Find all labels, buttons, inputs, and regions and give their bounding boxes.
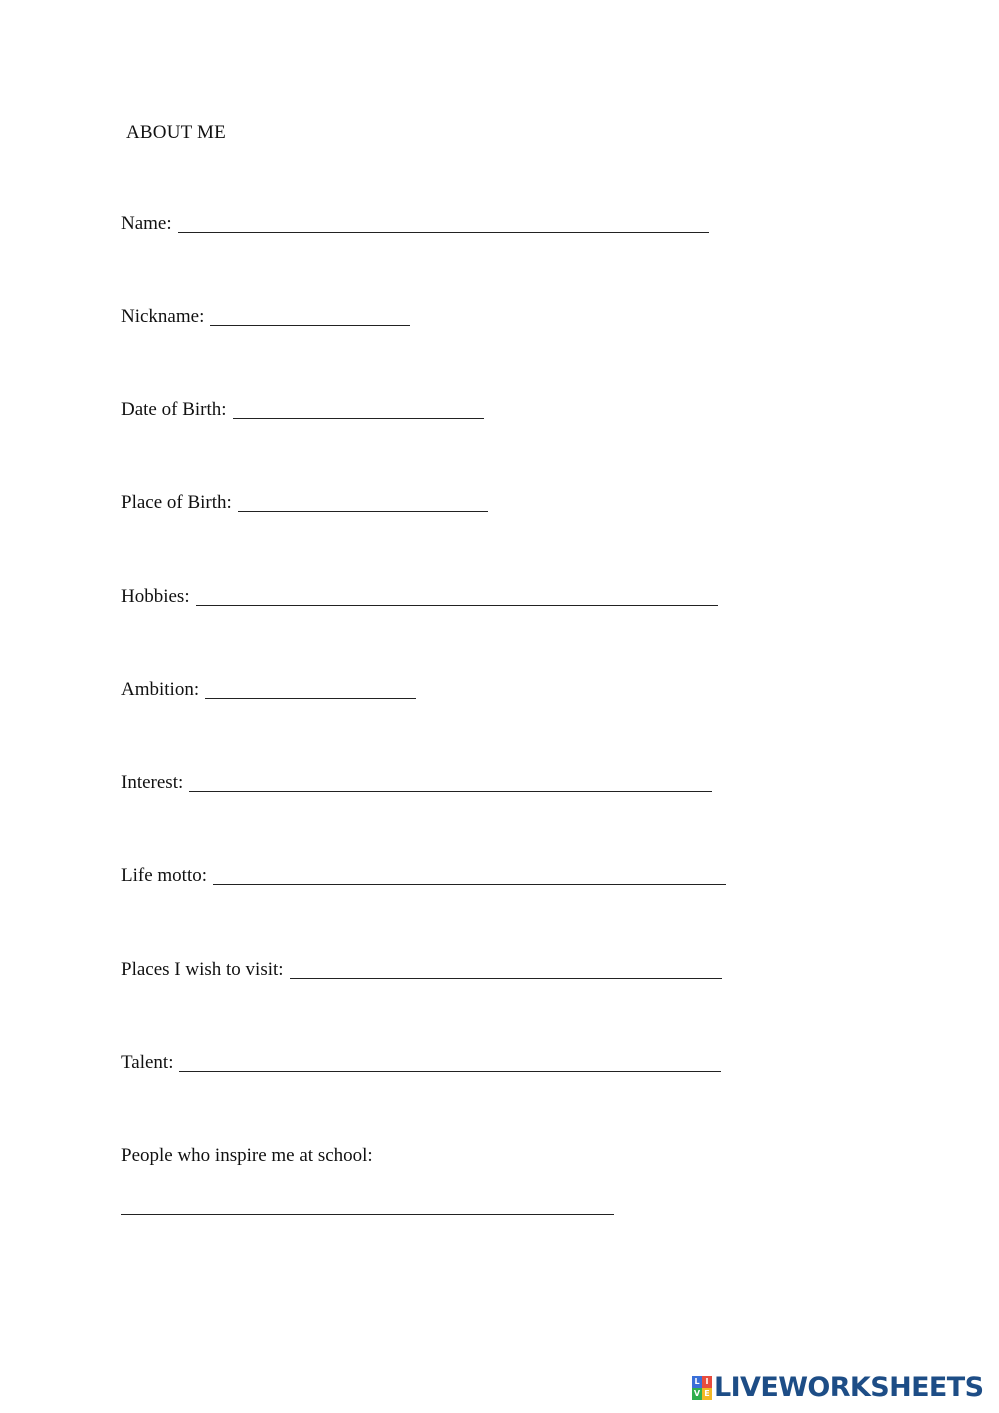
- logo-letter: E: [702, 1388, 712, 1400]
- field-nickname: [121, 303, 410, 329]
- places-to-visit-answer-line[interactable]: [290, 958, 722, 979]
- field-talent: [121, 1049, 721, 1075]
- liveworksheets-logo-icon: [692, 1376, 712, 1400]
- field-label: Places I wish to visit:: [121, 959, 284, 980]
- logo-letter: V: [693, 1389, 701, 1398]
- nickname-answer-line[interactable]: [210, 305, 410, 326]
- field-label: Place of Birth:: [121, 492, 232, 513]
- field-name: [121, 210, 709, 236]
- field-people-who-inspire: [121, 1142, 373, 1168]
- field-label: Interest:: [121, 772, 184, 793]
- logo-letter: L: [692, 1376, 702, 1388]
- field-label: Name:: [121, 213, 172, 234]
- page-title: ABOUT ME: [126, 122, 226, 143]
- name-answer-line[interactable]: [178, 212, 709, 233]
- field-date-of-birth: [121, 396, 484, 422]
- field-label: Life motto:: [121, 865, 208, 886]
- field-label: Ambition:: [121, 679, 200, 700]
- liveworksheets-watermark: [692, 1373, 983, 1403]
- field-places-to-visit: [121, 956, 722, 982]
- logo-letter: I: [702, 1376, 712, 1388]
- field-life-motto: [121, 862, 726, 888]
- field-label: Hobbies:: [121, 586, 190, 607]
- field-label: People who inspire me at school:: [121, 1145, 373, 1166]
- field-interest: [121, 769, 712, 795]
- people-who-inspire-answer-line[interactable]: [121, 1213, 614, 1215]
- field-hobbies: [121, 583, 718, 609]
- field-ambition: [121, 676, 416, 702]
- life-motto-answer-line[interactable]: [213, 864, 726, 885]
- liveworksheets-wordmark: LIVEWORKSHEETS: [714, 1372, 984, 1403]
- hobbies-answer-line[interactable]: [196, 585, 718, 606]
- field-label: Nickname:: [121, 306, 205, 327]
- talent-answer-line[interactable]: [179, 1051, 721, 1072]
- field-label: Date of Birth:: [121, 399, 227, 420]
- ambition-answer-line[interactable]: [205, 678, 416, 699]
- field-label: Talent:: [121, 1052, 174, 1073]
- field-place-of-birth: [121, 489, 488, 515]
- interest-answer-line[interactable]: [189, 771, 712, 792]
- place-of-birth-answer-line[interactable]: [238, 491, 488, 512]
- date-of-birth-answer-line[interactable]: [233, 398, 484, 419]
